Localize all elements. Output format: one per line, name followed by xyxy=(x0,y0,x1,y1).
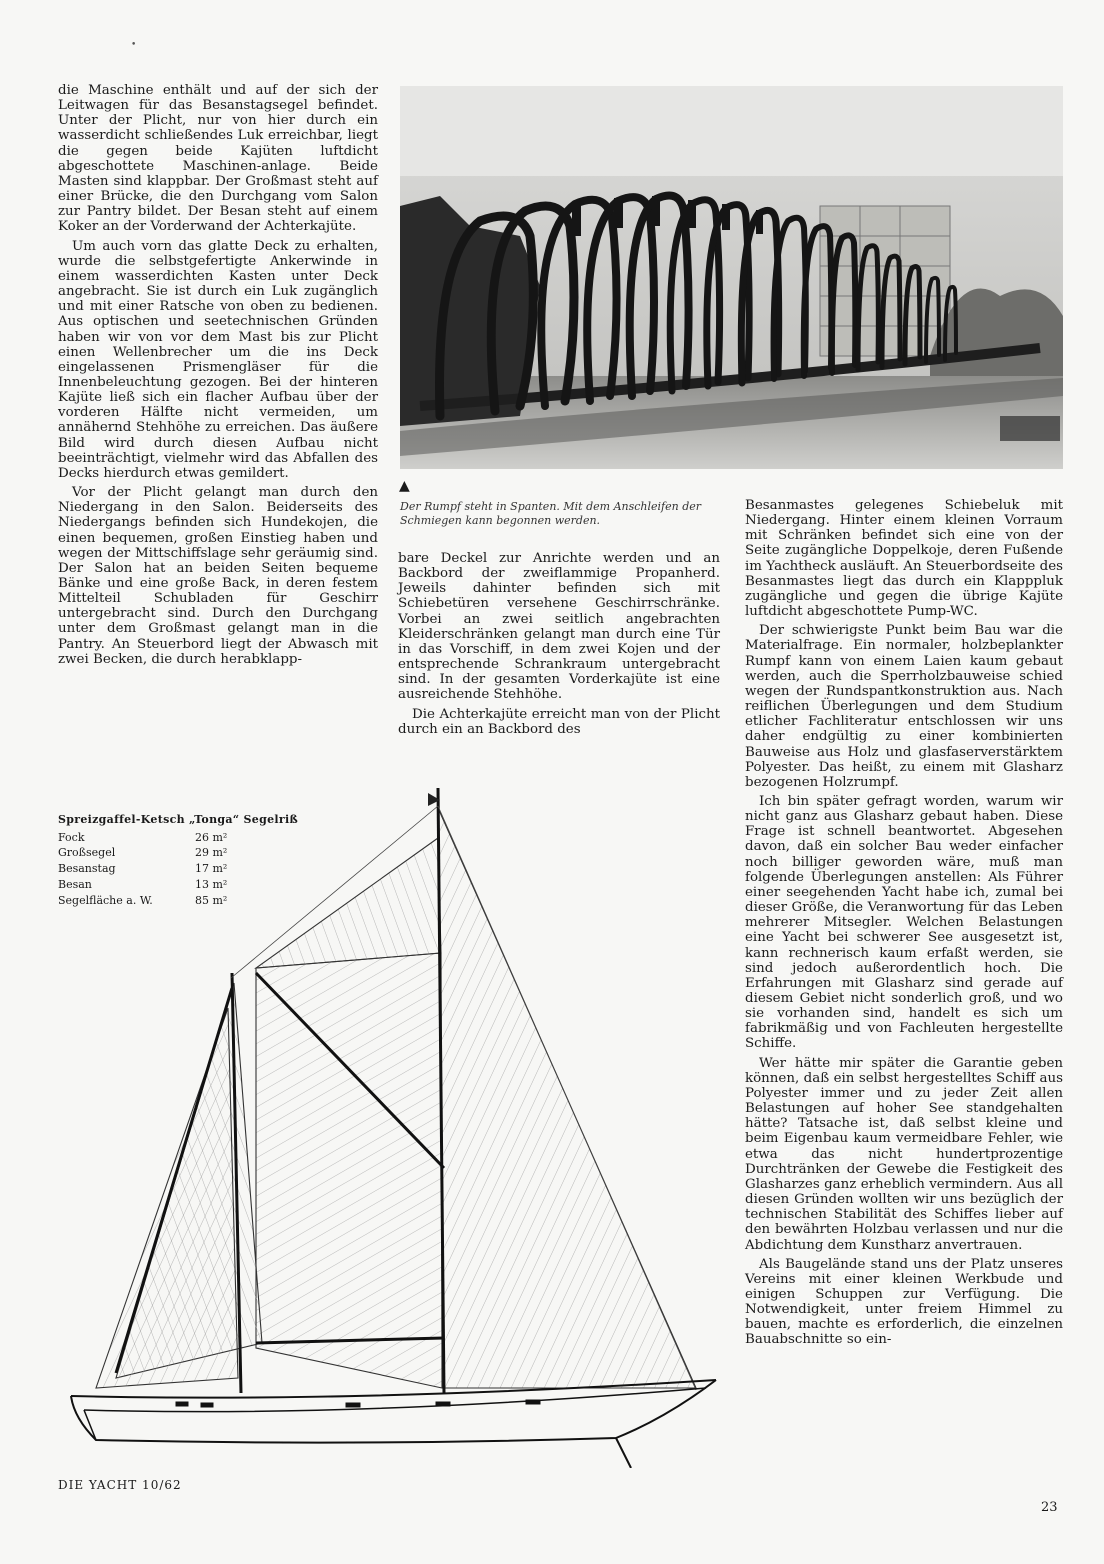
photo-caption: Der Rumpf steht in Spanten. Mit dem Anschleifen der Schmiegen kann begonnen werden. xyxy=(400,500,702,527)
sail-row xyxy=(58,877,298,893)
sail-row xyxy=(58,893,298,909)
page-number: 23 xyxy=(1041,1500,1058,1515)
caption-marker: ▲ xyxy=(399,478,410,494)
paragraph: bare Deckel zur Anrichte werden und an Backbord der zweiflammige Propanherd. Jeweils dahinter befinden sich mit Schiebetüren versehene Geschirrschränke. Vorbei an zwei seitlich angebrachten Kleiderschränken gelangt man durch eine Tür in das Vorschiff, in dem zwei Kojen und der entsprechende Schrankraum untergebracht sind. In der gesamten Vorderkajüte ist eine ausreichende Stehhöhe. xyxy=(398,551,720,703)
paragraph: Um auch vorn das glatte Deck zu erhalten, wurde die selbstgefertigte Ankerwinde in einem wasserdichten Kasten unter Deck angebracht. Sie ist durch ein Luk zugänglich und mit einer Ratsche von oben zu bedienen. Aus optischen und seetechnischen Gründen haben wir von vor dem Mast bis zur Plicht einen Wellenbrecher um die ins Deck eingelassenen Prismengläser für die Innenbeleuchtung gezogen. Bei der hinteren Kajüte ließ sich ein flacher Aufbau über der vorderen Hälfte nicht vermeiden, um annähernd Stehhöhe zu erreichen. Das äußere Bild wird durch diesen Aufbau nicht beeinträchtigt, vielmehr wird das Abfallen des Decks hierdurch etwas gemildert. xyxy=(58,238,378,481)
text-column-left xyxy=(58,83,378,671)
sail-name: Fock xyxy=(58,830,85,844)
paragraph: Ich bin später gefragt worden, warum wir nicht ganz aus Glasharz gebaut haben. Diese Frage ist schnell beantwortet. Abgesehen davon, daß ein solcher Bau weder einfacher noch billiger geworden wäre, muß man folgende Überlegungen anstellen: Als Führer einer seegehenden Yacht habe ich, zumal bei dieser Größe, die Veranwortung für das Leben mehrerer Mitsegler. Welchen Belastungen eine Yacht bei schwerer See ausgesetzt ist, kann rechnerisch kaum erfaßt werden, sie sind jedoch außerordentlich hoch. Die Erfahrungen mit Glasharz sind gerade auf diesem Gebiet nicht sonderlich groß, und wo sie vorhanden sind, handelt es sich um fabrikmäßig und von Fachleuten hergestellte Schiffe. xyxy=(745,793,1063,1052)
paragraph: Der schwierigste Punkt beim Bau war die Materialfrage. Ein normaler, holzbeplankter Rumpf kann von einem Laien kaum gebaut werden, auch die Sperrholzbauweise schied wegen der Rundspantkonstruktion aus. Nach reiflichen Überlegungen und dem Studium etlicher Fachliteratur entschlossen wir uns daher endgültig zu einer kombinierten Bauweise aus Holz und glasfaserverstärktem Polyester. Das heißt, zu einem mit Glasharz bezogenen Holzrumpf. xyxy=(745,623,1063,790)
sail-area-table xyxy=(58,812,298,908)
sail-area: 85 m² xyxy=(195,893,228,907)
text-column-middle xyxy=(398,551,720,741)
sail-name: Besanstag xyxy=(58,862,116,876)
sail-area: 13 m² xyxy=(195,877,228,891)
sail-row xyxy=(58,861,298,877)
page-mark: • xyxy=(131,40,137,50)
sail-name: Großsegel xyxy=(58,846,116,860)
sail-row xyxy=(58,830,298,846)
magazine-footer: DIE YACHT 10/62 xyxy=(58,1478,182,1492)
sail-area: 29 m² xyxy=(195,846,228,860)
hull-frames-photo xyxy=(400,86,1063,469)
sail-name: Besan xyxy=(58,877,92,891)
sail-area: 26 m² xyxy=(195,830,228,844)
paragraph: die Maschine enthält und auf der sich der Leitwagen für das Besanstagsegel befindet. Unter der Plicht, nur von hier durch ein wasserdicht schließendes Luk erreichbar, liegt die gegen beide Kajüten luftdicht abgeschottete Maschinen-anlage. Beide Masten sind klappbar. Der Großmast steht auf einer Brücke, die den Durchgang vom Salon zur Pantry bildet. Der Besan steht auf einem Koker an der Vorderwand der Achterkajüte. xyxy=(58,83,378,235)
hull xyxy=(71,1380,716,1468)
text-column-right xyxy=(745,498,1063,1352)
sail-row xyxy=(58,845,298,861)
paragraph: Als Baugelände stand uns der Platz unseres Vereins mit einer kleinen Werkbude und einigen Schuppen zur Verfügung. Die Notwendigkeit, unter freiem Himmel zu bauen, machte es erforderlich, die einzelnen Bauabschnitte so ein- xyxy=(745,1256,1063,1348)
paragraph: Besanmastes gelegenes Schiebeluk mit Niedergang. Hinter einem kleinen Vorraum mit Schränken befindet sich eine von der Seite zugängliche Doppelkoje, deren Fußende im Yachtheck ausläuft. An Steuerbordseite des Besanmastes liegt das durch ein Klapppluk zugängliche und gegen die übrige Kajüte luftdicht abgeschottete Pump-WC. xyxy=(745,498,1063,620)
paragraph: Wer hätte mir später die Garantie geben können, daß ein selbst hergestelltes Schiff aus Polyester immer und zu jeder Zeit allen Belastungen auf hoher See standgehalten hätte? Tatsache ist, daß selbst kleine und beim Eigenbau kaum vermeidbare Fehler, wie etwa das nicht hundertprozentige Durchtränken der Gewebe die Festigkeit des Glasharzes ganz erheblich vermindern. Aus all diesen Gründen wollten wir uns bezüglich der technischen Stabilität des Schiffes lieber auf den bewährten Holzbau verlassen und nur die Abdichtung dem Kunstharz anvertrauen. xyxy=(745,1055,1063,1253)
sail-area: 17 m² xyxy=(195,862,228,876)
paragraph: Die Achterkajüte erreicht man von der Plicht durch ein an Backbord des xyxy=(398,706,720,737)
paragraph: Vor der Plicht gelangt man durch den Niedergang in den Salon. Beiderseits des Niedergangs befinden sich Hundekojen, die einen bequemen, großen Einstieg haben und wegen der Mittschiffslage sehr geräumig sind. Der Salon hat an beiden Seiten bequeme Bänke und eine große Back, in deren festem Mittelteil Schubladen für Geschirr untergebracht sind. Durch den Durchgang unter dem Großmast gelangt man in die Pantry. An Steuerbord liegt der Abwasch mit zwei Becken, die durch herabklapp- xyxy=(58,485,378,667)
sail-name: Segelfläche a. W. xyxy=(58,893,153,907)
sail-table-title: Spreizgaffel-Ketsch „Tonga“ Segelriß xyxy=(58,813,299,826)
